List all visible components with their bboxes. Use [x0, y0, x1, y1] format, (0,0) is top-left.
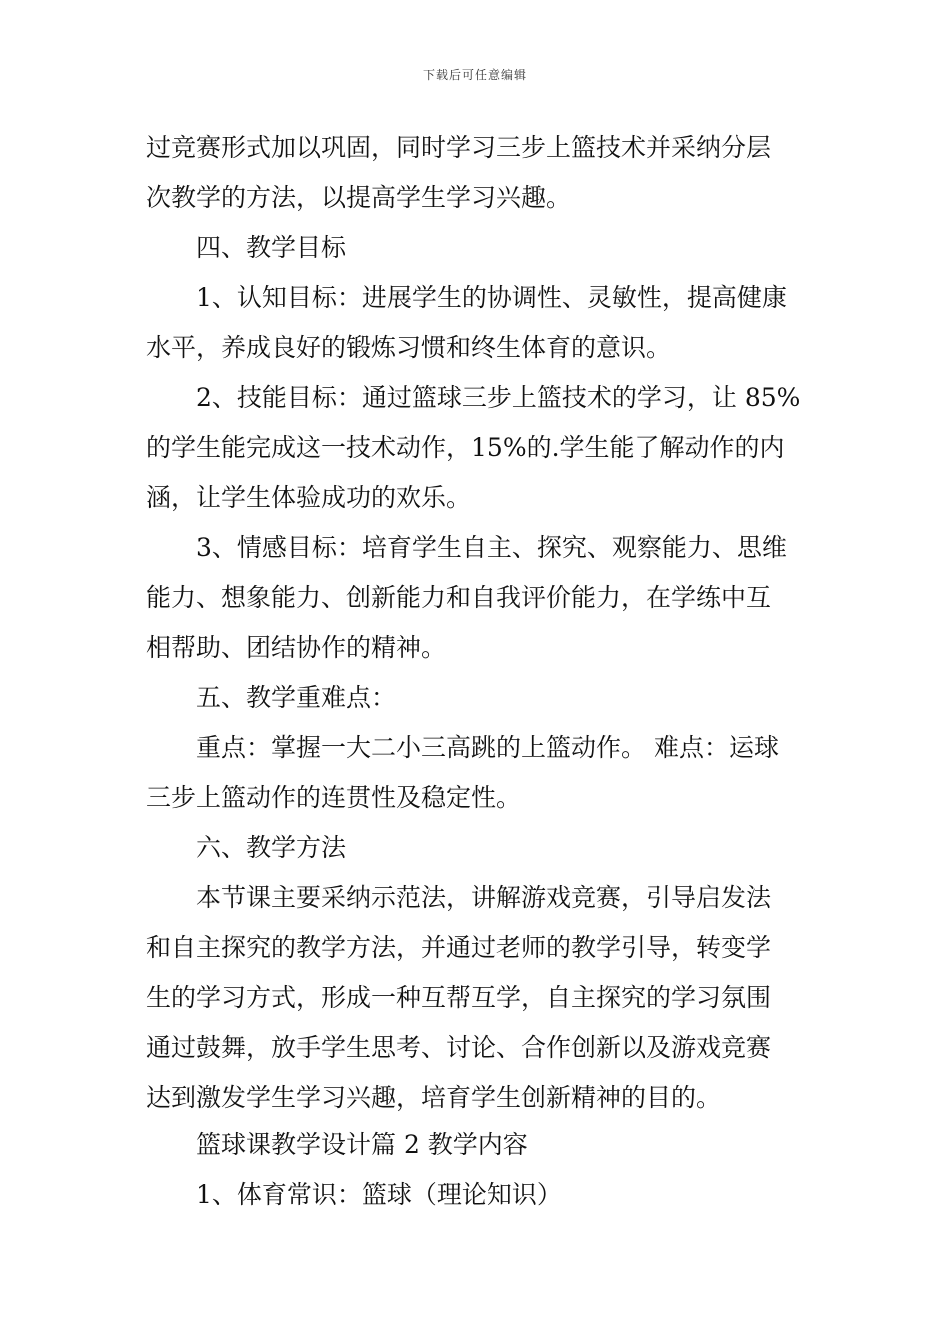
section-heading: 四、教学目标	[196, 233, 347, 262]
text-line: 达到激发学生学习兴趣，培育学生创新精神的目的。	[146, 1083, 722, 1112]
text-line: 2、技能目标：通过篮球三步上篮技术的学习，让 85%	[196, 383, 801, 412]
text-line: 涵，让学生体验成功的欢乐。	[146, 483, 472, 512]
section-heading: 五、教学重难点：	[196, 683, 397, 712]
text-line: 通过鼓舞，放手学生思考、讨论、合作创新以及游戏竞赛	[146, 1033, 772, 1062]
text-line: 能力、想象能力、创新能力和自我评价能力，在学练中互	[146, 583, 772, 612]
section-heading: 篮球课教学设计篇 2 教学内容	[196, 1130, 528, 1159]
section-heading: 六、教学方法	[196, 833, 347, 862]
text-line: 生的学习方式，形成一种互帮互学，自主探究的学习氛围	[146, 983, 772, 1012]
text-line: 本节课主要采纳示范法，讲解游戏竞赛，引导启发法	[196, 883, 772, 912]
text-line: 1、认知目标：进展学生的协调性、灵敏性，提高健康	[196, 283, 787, 312]
text-line: 相帮助、团结协作的精神。	[146, 633, 447, 662]
text-line: 的学生能完成这一技术动作，15%的.学生能了解动作的内	[146, 433, 785, 462]
text-line: 过竞赛形式加以巩固，同时学习三步上篮技术并采纳分层	[146, 133, 772, 162]
text-line: 次教学的方法，以提高学生学习兴趣。	[146, 183, 572, 212]
text-line: 3、情感目标：培育学生自主、探究、观察能力、思维	[196, 533, 787, 562]
page-header: 下载后可任意编辑	[422, 68, 527, 82]
text-line: 和自主探究的教学方法，并通过老师的教学引导，转变学	[146, 933, 772, 962]
text-line: 水平，养成良好的锻炼习惯和终生体育的意识。	[146, 333, 672, 362]
text-line: 1、体育常识：篮球（理论知识）	[196, 1180, 562, 1209]
text-line: 重点：掌握一大二小三高跳的上篮动作。 难点：运球	[196, 733, 779, 762]
text-line: 三步上篮动作的连贯性及稳定性。	[146, 783, 522, 812]
